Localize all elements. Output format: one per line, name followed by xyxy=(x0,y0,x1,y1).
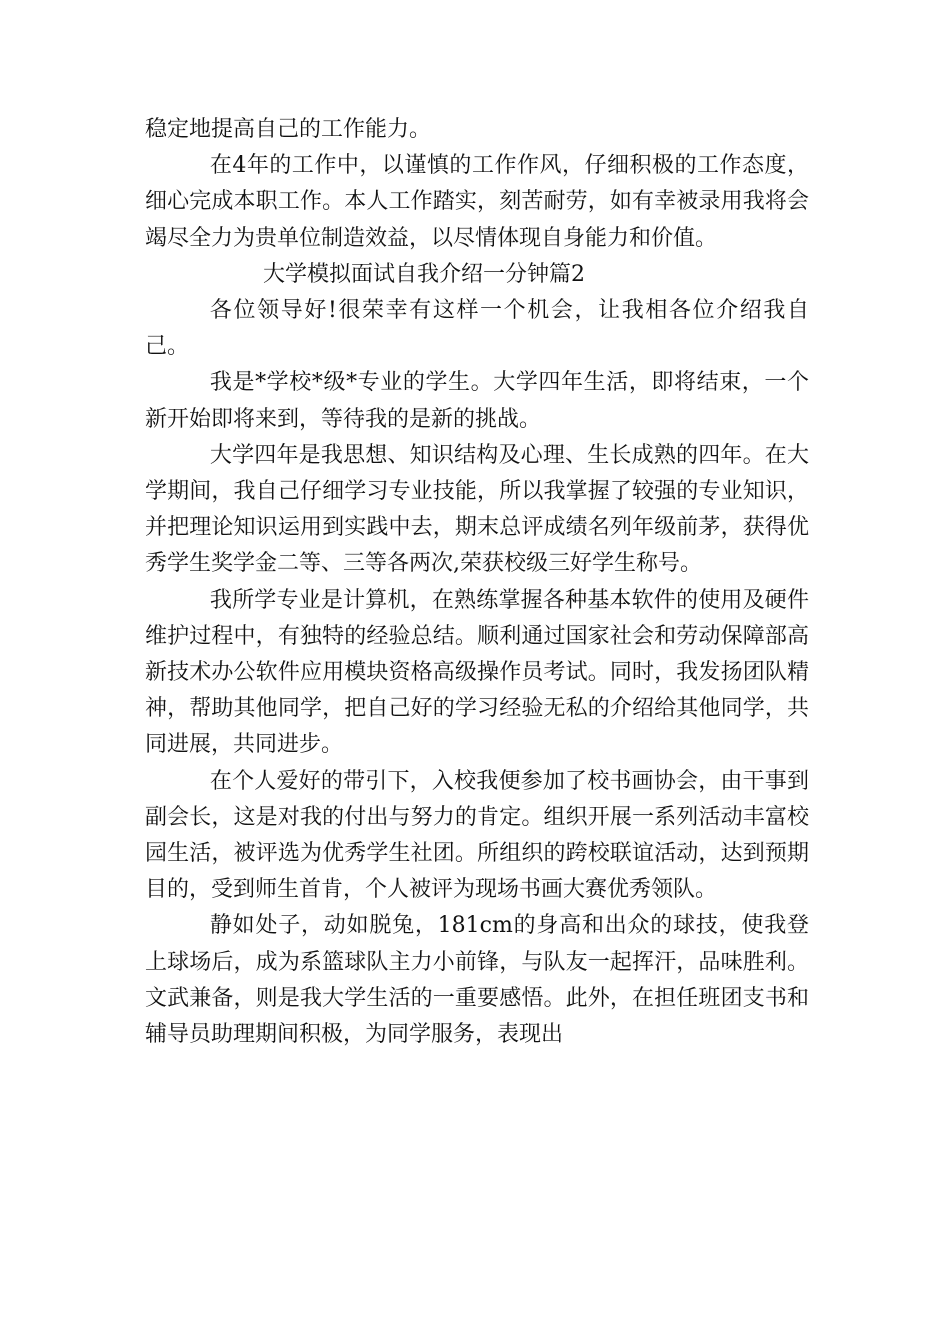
section-heading: 大学模拟面试自我介绍一分钟篇2 xyxy=(263,261,585,287)
paragraph-major-computer: 我所学专业是计算机，在熟练掌握各种基本软件的使用及硬件维护过程中，有独特的经验总结。顺利通过国家社会和劳动保障部高新技术办公软件应用模块资格高级操作员考试。同时，我发扬团队精神，帮助其他同学，把自己好的学习经验无私的介绍给其他同学，共同进展，共同进步。 xyxy=(145,587,809,758)
paragraph-university-years: 大学四年是我思想、知识结构及心理、生长成熟的四年。在大学期间，我自己仔细学习专业技能，所以我掌握了较强的专业知识，并把理论知识运用到实践中去，期末总评成绩名列年级前茅，获得优秀学生奖学金二等、三等各两次,荣获校级三好学生称号。 xyxy=(145,442,809,577)
paragraph-calligraphy-club: 在个人爱好的带引下，入校我便参加了校书画协会，由干事到副会长，这是对我的付出与努力的肯定。组织开展一系列活动丰富校园生活，被评选为优秀学生社团。所组织的跨校联谊活动，达到预期目的，受到师生首肯，个人被评为现场书画大赛优秀领队。 xyxy=(145,768,809,903)
paragraph-work-experience: 在4年的工作中，以谨慎的工作作风，仔细积极的工作态度，细心完成本职工作。本人工作踏实，刻苦耐劳，如有幸被录用我将会竭尽全力为贵单位制造效益，以尽情体现自身能力和价值。 xyxy=(145,153,809,251)
document-body xyxy=(145,112,809,1053)
paragraph-greeting: 各位领导好!很荣幸有这样一个机会，让我相各位介绍我自己。 xyxy=(145,298,809,360)
paragraph-basketball: 静如处子，动如脱兔，181cm的身高和出众的球技，使我登上球场后，成为系篮球队主力小前锋，与队友一起挥汗，品味胜利。文武兼备，则是我大学生活的一重要感悟。此外，在担任班团支书和辅导员助理期间积极，为同学服务，表现出 xyxy=(145,913,809,1048)
paragraph-student-intro: 我是*学校*级*专业的学生。大学四年生活，即将结束，一个新开始即将来到，等待我的是新的挑战。 xyxy=(145,370,809,432)
paragraph-continuation: 稳定地提高自己的工作能力。 xyxy=(145,117,432,142)
